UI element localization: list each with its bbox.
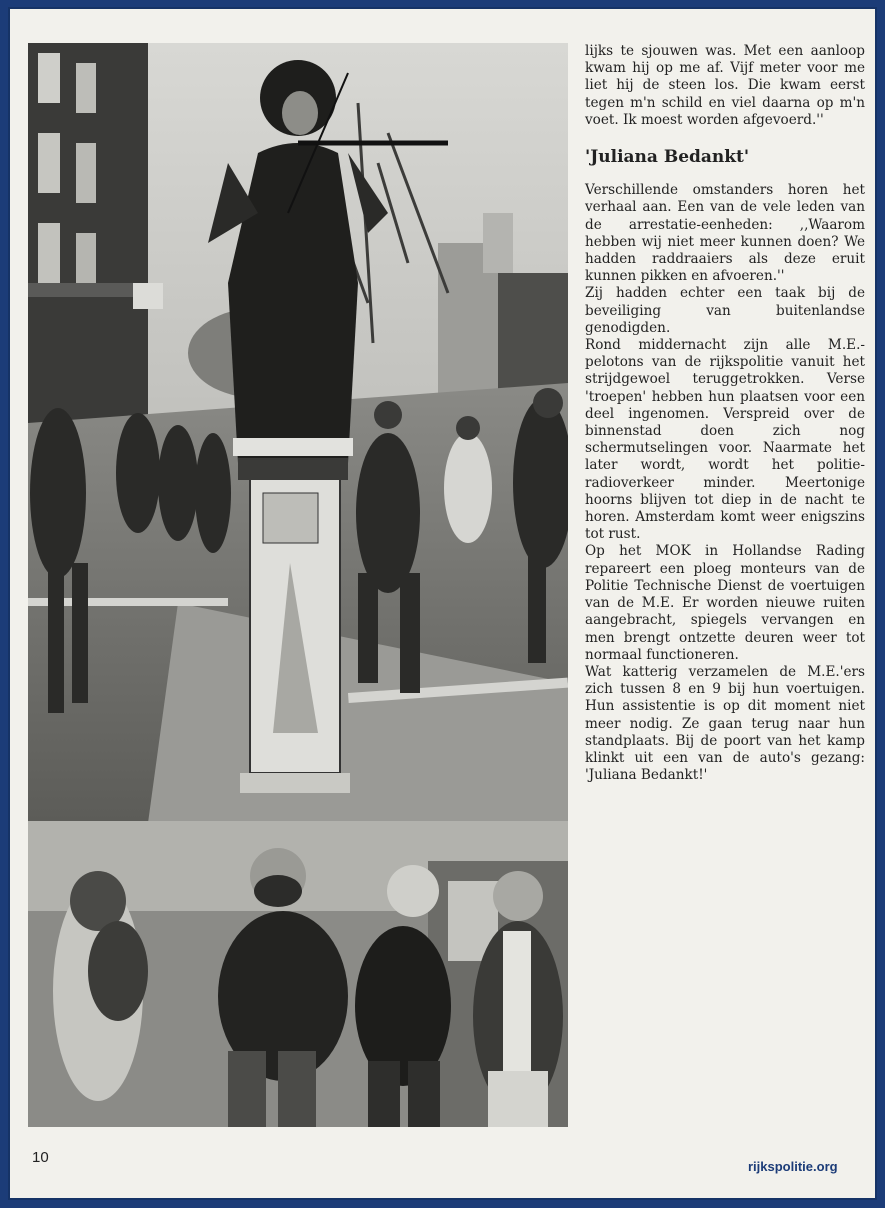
article-column	[585, 43, 865, 784]
paragraph: Wat katterig verzamelen de M.E.'ers zich tussen 8 en 9 bij hun voertuigen. Hun assistentie is op dit moment niet meer nodig. Ze gaan terug naar hun standplaats. Bij de poort van het kamp klinkt uit een van de auto's gezang: 'Juliana Bedankt!'	[585, 663, 865, 784]
paragraph: Rond middernacht zijn alle M.E.-pelotons van de rijkspolitie vanuit het strijdgewoel teruggetrokken. Verse 'troepen' hebben hun plaatsen voor een deel ingenomen. Verspreid over de binnenstad doen zich nog schermutselingen voor. Naarmate het later wordt, wordt het politie-radioverkeer minder. Meertonige hoorns blijven tot diep in de nacht te horen. Amsterdam komt weer enigszins tot rust.	[585, 337, 865, 543]
paragraph: Verschillende omstanders horen het verhaal aan. Een van de vele leden van de arrestatie-eenheden: ,,Waarom hebben wij niet meer kunnen doen? We hadden raddraaiers als deze eruit kunnen pikken en afvoeren.''	[585, 182, 865, 285]
watermark-link[interactable]: rijkspolitie.org	[748, 1159, 838, 1174]
page-number: 10	[32, 1149, 49, 1166]
section-heading: 'Juliana Bedankt'	[585, 147, 750, 168]
paragraph: Op het MOK in Hollandse Rading repareert een ploeg monteurs van de Politie Technische Dienst de voertuigen van de M.E. Er worden nieuwe ruiten aangebracht, spiegels vervangen en men brengt ontzette deuren weer tot normaal functioneren.	[585, 543, 865, 663]
paragraph: Zij hadden echter een taak bij de beveiliging van buitenlandse genodigden.	[585, 285, 865, 336]
street-violinist-photo	[28, 43, 568, 823]
rioters-photo	[28, 821, 568, 1127]
magazine-page	[8, 7, 877, 1200]
lead-paragraph: lijks te sjouwen was. Met een aanloop kwam hij op me af. Vijf meter voor me liet hij de steen los. Die kwam eerst tegen m'n schild en viel daarna op m'n voet. Ik moest worden afgevoerd.''	[585, 43, 865, 128]
